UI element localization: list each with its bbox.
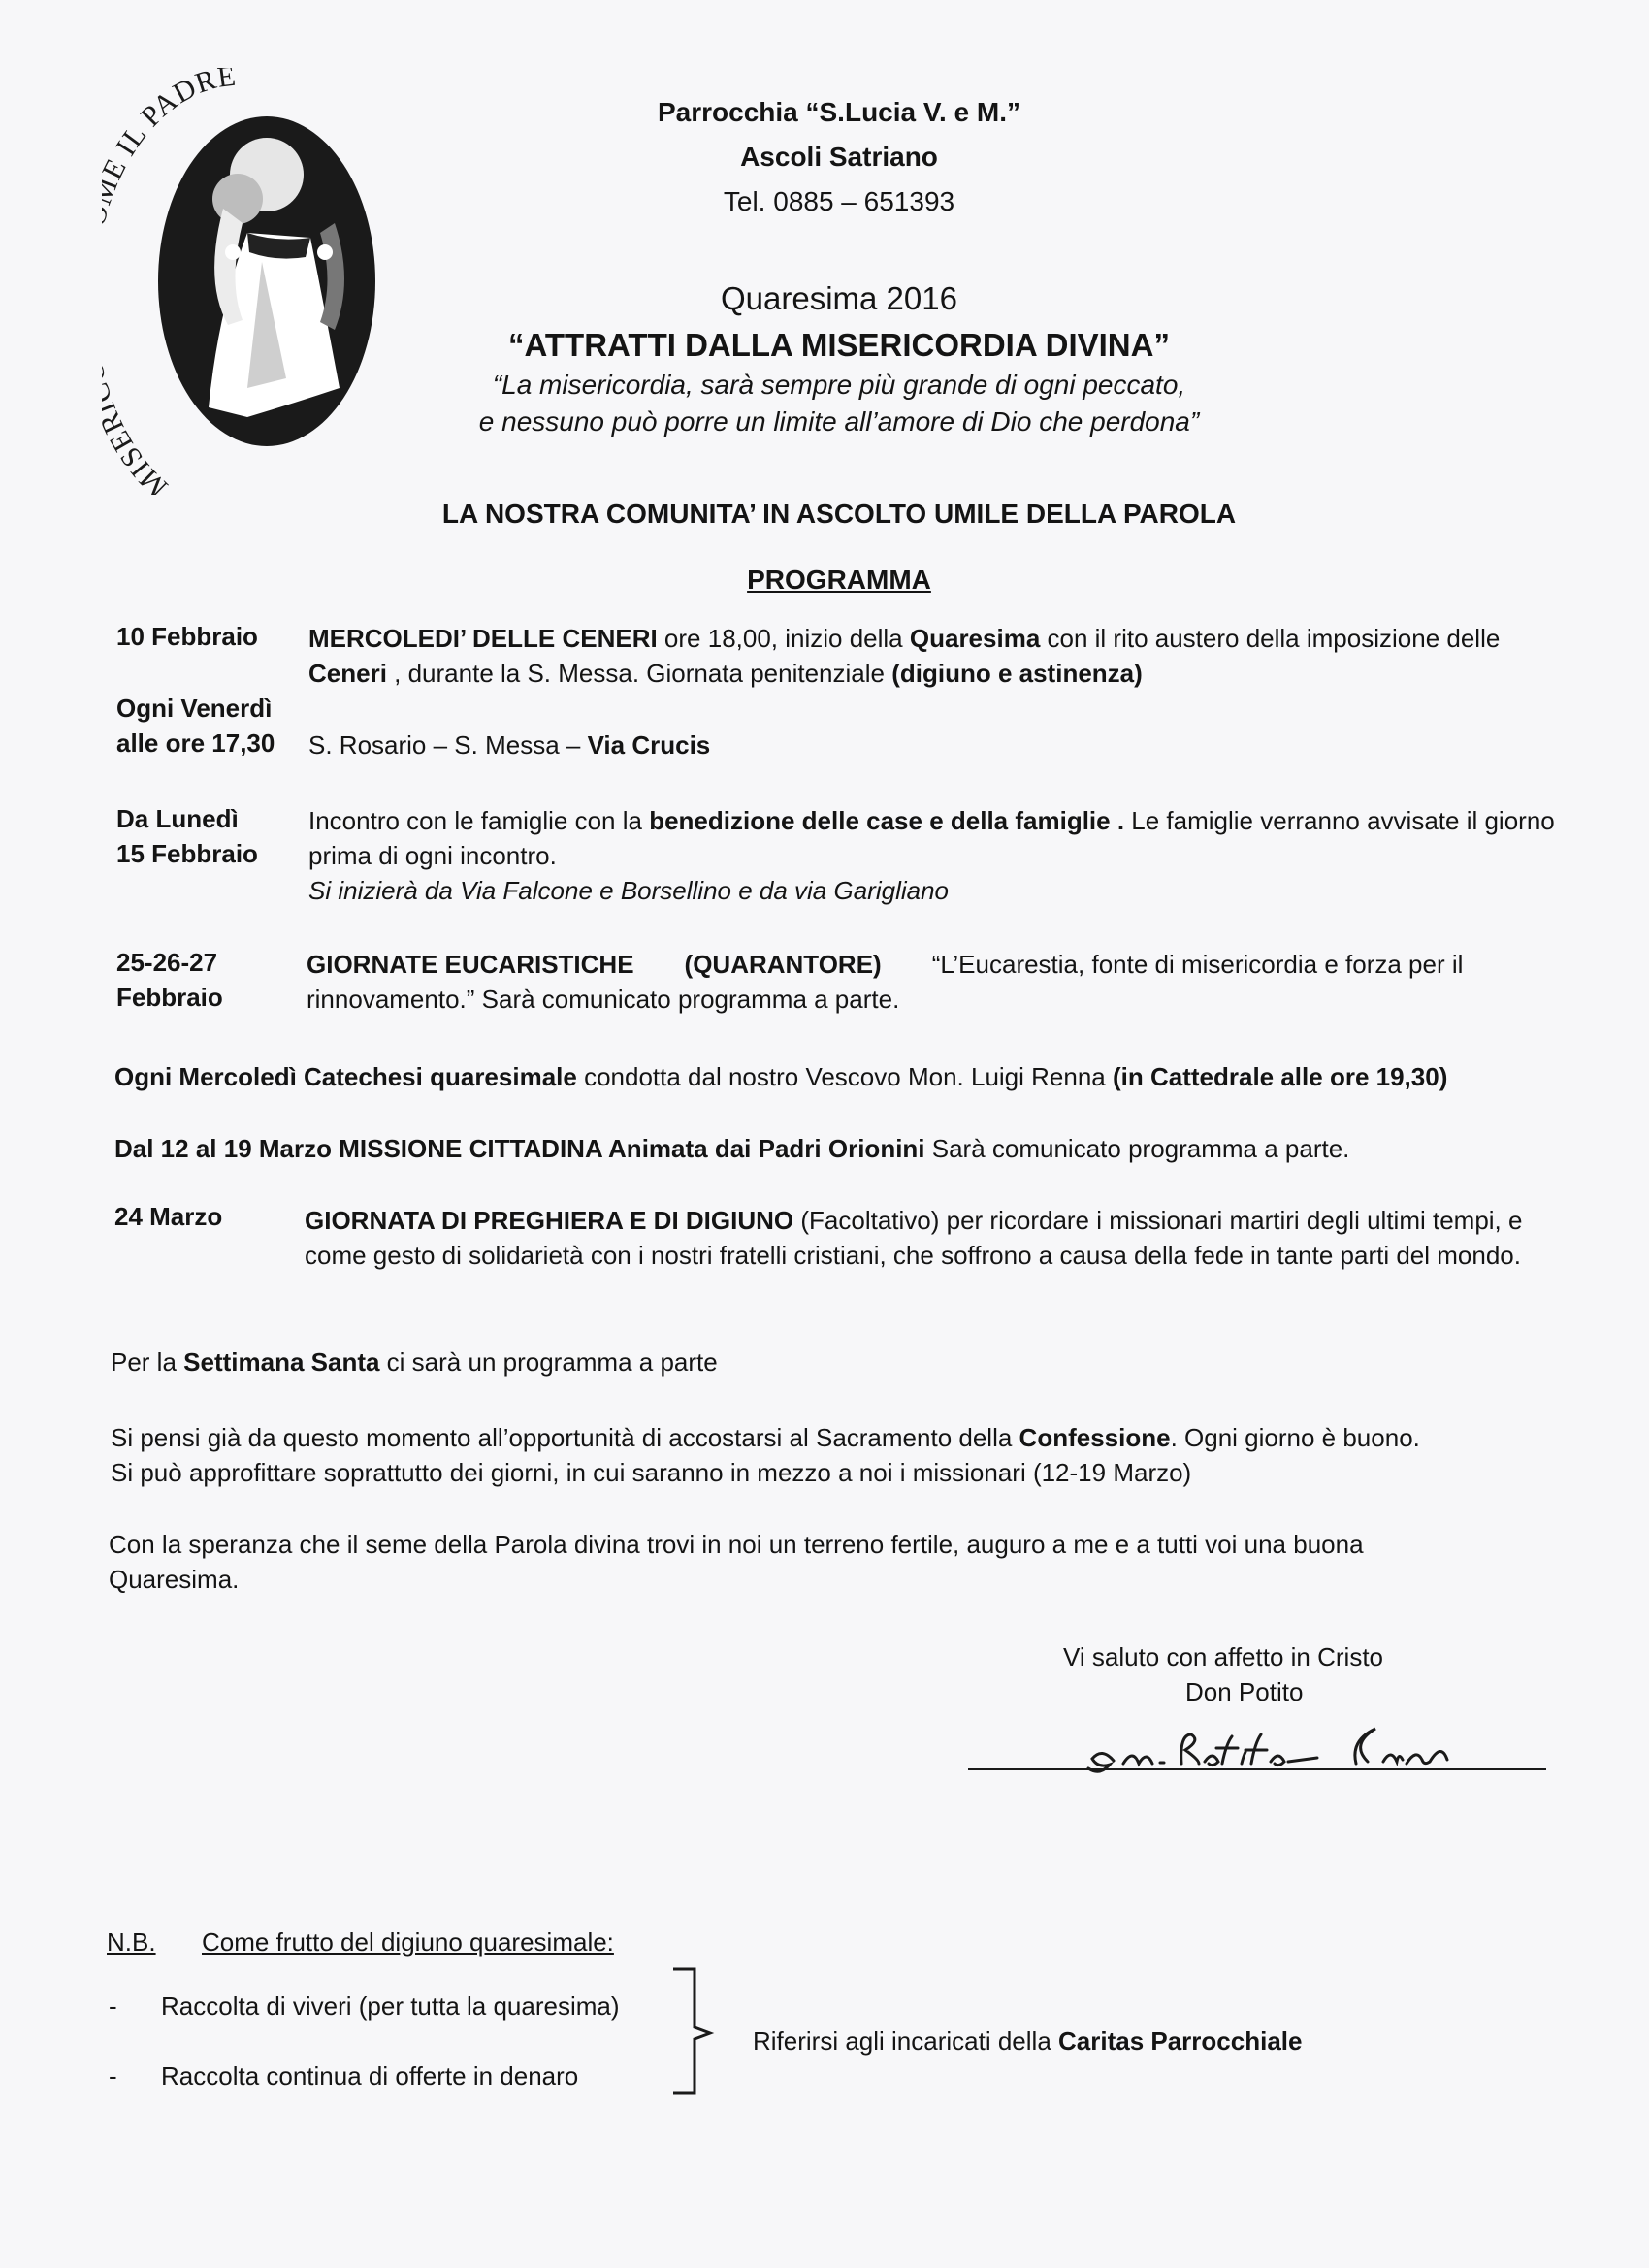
date-25-26-27-line1: 25-26-27 bbox=[116, 948, 218, 977]
entry-ceneri-ceneri: Ceneri bbox=[308, 659, 387, 688]
entry-via-crucis-title: Via Crucis bbox=[587, 730, 711, 760]
entry-benedizione-title: benedizione delle case e della famiglie . bbox=[649, 806, 1125, 835]
parish-town: Ascoli Satriano bbox=[740, 142, 938, 172]
caritas-reference bbox=[753, 2024, 1302, 2058]
entry-eucaristiche-quarantore: (QUARANTORE) bbox=[684, 950, 882, 979]
settimana-santa-title: Settimana Santa bbox=[183, 1347, 380, 1377]
entry-catechesi-text: condotta dal nostro Vescovo Mon. Luigi Renna bbox=[576, 1062, 1113, 1091]
parish-phone: Tel. 0885 – 651393 bbox=[723, 186, 955, 216]
date-ogni-venerdi bbox=[116, 691, 275, 761]
confessione-text-2: . Ogni giorno è buono. bbox=[1170, 1423, 1420, 1452]
date-da-lunedi-line2: 15 Febbraio bbox=[116, 839, 258, 868]
entry-catechesi-place: (in Cattedrale alle ore 19,30) bbox=[1112, 1062, 1448, 1091]
date-24-marzo: 24 Marzo bbox=[114, 1202, 223, 1231]
caritas-reference-text: Riferirsi agli incaricati della bbox=[753, 2026, 1058, 2056]
entry-ceneri-text-2: con il rito austero della imposizione delle bbox=[1040, 624, 1501, 653]
confessione-text: Si pensi già da questo momento all’opportunità di accostarsi al Sacramento della bbox=[111, 1423, 1019, 1452]
entry-via-crucis-text: S. Rosario – S. Messa – bbox=[308, 730, 588, 760]
entry-missione-text: Sarà comunicato programma a parte. bbox=[924, 1134, 1350, 1163]
nb-title: Come frutto del digiuno quaresimale: bbox=[202, 1928, 614, 1957]
right-brace-icon bbox=[667, 1965, 716, 2097]
entry-catechesi bbox=[114, 1059, 1569, 1094]
entry-ceneri-title: MERCOLEDI’ DELLE CENERI bbox=[308, 624, 658, 653]
entry-eucaristiche-text: “L’Eucarestia, fonte di misericordia e forza per il rinnovamento.” Sarà comunicato programma a parte. bbox=[307, 950, 1464, 1014]
closing-paragraph: Con la speranza che il seme della Parola divina trovi in noi un terreno fertile, auguro a me e a tutti voi una buona Quaresima. bbox=[109, 1530, 1364, 1594]
entry-missione-title: Dal 12 al 19 Marzo MISSIONE CITTADINA Animata dai Padri Orionini bbox=[114, 1134, 925, 1163]
dash-1: - bbox=[109, 1992, 117, 2021]
programma-heading: PROGRAMMA bbox=[747, 565, 931, 595]
entry-ceneri-digiuno: (digiuno e astinenza) bbox=[891, 659, 1143, 688]
logo-text: MISE IL PADRE bbox=[102, 68, 239, 495]
date-ogni-venerdi-line2: alle ore 17,30 bbox=[116, 729, 275, 758]
entry-benedizione-text-2: Le famiglie verranno avvisate il giorno prima di ogni incontro. bbox=[308, 806, 1555, 870]
entry-ceneri-text: ore 18,00, inizio della bbox=[657, 624, 910, 653]
date-10-febbraio: 10 Febbraio bbox=[116, 622, 258, 651]
entry-ceneri-quaresima: Quaresima bbox=[909, 624, 1041, 653]
date-25-26-27-line2: Febbraio bbox=[116, 983, 223, 1012]
signatory-name: Don Potito bbox=[1185, 1677, 1304, 1706]
entry-preghiera-text: (Facoltativo) per ricordare i missionari martiri degli ultimi tempi, e come gesto di solidarietà con i nostri fratelli cristiani, che soffrono a causa della fede in tante parti del mondo. bbox=[305, 1206, 1523, 1270]
entry-eucaristiche bbox=[307, 947, 1558, 1017]
entry-preghiera-title: GIORNATA DI PREGHIERA E DI DIGIUNO bbox=[305, 1206, 794, 1235]
parish-name: Parrocchia “S.Lucia V. e M.” bbox=[657, 97, 1020, 127]
entry-via-crucis bbox=[308, 728, 710, 762]
settimana-santa-paragraph bbox=[111, 1345, 1566, 1379]
dash-2: - bbox=[109, 2061, 117, 2090]
entry-missione bbox=[114, 1131, 1569, 1166]
signature bbox=[968, 1717, 1546, 1785]
entry-eucaristiche-title: GIORNATE EUCARISTICHE bbox=[307, 950, 634, 979]
settimana-santa-text-2: ci sarà un programma a parte bbox=[379, 1347, 718, 1377]
quote-line-1: “La misericordia, sarà sempre più grande di ogni peccato, bbox=[492, 370, 1186, 400]
date-da-lunedi-line1: Da Lunedì bbox=[116, 804, 239, 833]
settimana-santa-text: Per la bbox=[111, 1347, 184, 1377]
confessione-paragraph bbox=[111, 1420, 1585, 1490]
note-item-viveri: Raccolta di viveri (per tutta la quaresima) bbox=[161, 1992, 620, 2021]
main-title: “ATTRATTI DALLA MISERICORDIA DIVINA” bbox=[508, 327, 1170, 363]
nb-label: N.B. bbox=[107, 1928, 156, 1957]
entry-benedizione-streets: Si inizierà da Via Falcone e Borsellino e da via Garigliano bbox=[308, 876, 950, 905]
date-da-lunedi bbox=[116, 801, 258, 871]
date-ogni-venerdi-line1: Ogni Venerdì bbox=[116, 694, 273, 723]
caritas-reference-title: Caritas Parrocchiale bbox=[1058, 2026, 1303, 2056]
date-25-26-27 bbox=[116, 945, 223, 1015]
note-item-offerte: Raccolta continua di offerte in denaro bbox=[161, 2061, 579, 2090]
entry-ceneri bbox=[308, 621, 1560, 691]
community-subtitle: LA NOSTRA COMUNITA’ IN ASCOLTO UMILE DELLA PAROLA bbox=[441, 499, 1237, 529]
confessione-text-3: Si può approfittare soprattutto dei giorni, in cui saranno in mezzo a noi i missionari (12-19 Marzo) bbox=[111, 1458, 1192, 1487]
greeting: Vi saluto con affetto in Cristo bbox=[1063, 1642, 1384, 1671]
entry-benedizione bbox=[308, 803, 1560, 908]
confessione-title: Confessione bbox=[1018, 1423, 1171, 1452]
entry-preghiera bbox=[305, 1203, 1546, 1273]
entry-catechesi-title: Ogni Mercoledì Catechesi quaresimale bbox=[114, 1062, 577, 1091]
entry-benedizione-text: Incontro con le famiglie con la bbox=[308, 806, 650, 835]
season-title: Quaresima 2016 bbox=[721, 280, 957, 316]
quote-line-2: e nessuno può porre un limite all’amore di Dio che perdona” bbox=[478, 406, 1200, 437]
entry-ceneri-text-3: , durante la S. Messa. Giornata penitenziale bbox=[386, 659, 892, 688]
